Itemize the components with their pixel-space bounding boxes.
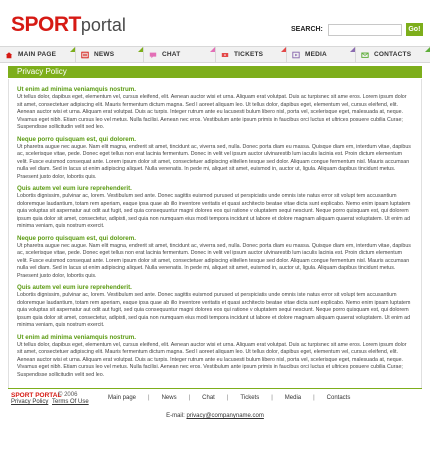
search-input[interactable] (328, 24, 402, 36)
section-text: Lobortis dignissim, pulvinar ac, lorem. Vestibulum sed ante. Donec sagittis euismod purused ut perspiciatis unde omnis iste natus error sit volupt tem accusantium doloremque laudantium, totam rem aperiam, eaque ipsa quae ab illo inventore veritatis et quasi architecto beatae vitae dicta sunt explicabo. Nemo enim ipsam luptatem quia voluptas sit aspernatur aut odit aut fugit, sed quia consequuntur magni dolores eos qui ratione v oluptatem sequi nesciunt. Neque porro quisquam est, qui dolorem ipsum quia dolor sit amet, consectetur, adipisti, sed quia non numquam eius modi tempora incidunt ut labore et dolore magnam aliquam quaerat voluptatem. Ut enim ad minima veniam, quis nostrum exercit. (17, 292, 411, 328)
footer-link-main-page[interactable]: Main page (108, 395, 137, 401)
ticket-icon (221, 51, 229, 59)
nav-label: MEDIA (305, 51, 327, 58)
footer-privacy-link[interactable]: Privacy Policy (11, 399, 49, 405)
footer-brand: SPORT PORTAL (11, 392, 62, 399)
footer-link-tickets[interactable]: Tickets (240, 395, 260, 401)
news-icon (81, 51, 89, 59)
footer-separator: | (148, 395, 150, 401)
nav-label: TICKETS (234, 51, 264, 58)
content-area (8, 79, 422, 388)
contacts-icon (361, 51, 369, 59)
footer-link-media[interactable]: Media (284, 395, 302, 401)
footer-email-link[interactable]: privacy@companyname.com (186, 413, 264, 419)
footer-divider (8, 388, 422, 389)
section-heading: Neque porro quisquam est, qui dolorem. (17, 135, 136, 143)
nav-item-contacts[interactable] (356, 47, 430, 62)
nav-label: MAIN PAGE (18, 51, 57, 58)
chat-icon (149, 51, 157, 59)
main-nav (0, 46, 430, 63)
section-heading: Neque porro quisquam est, qui dolorem. (17, 234, 136, 242)
home-icon (5, 51, 13, 59)
section-heading: Ut enim ad minima veniamquis nostrum. (17, 333, 136, 341)
site-header (0, 0, 430, 46)
page-title-bar (8, 66, 422, 78)
footer-link-news[interactable]: News (161, 395, 177, 401)
logo-portal-text: portal (80, 15, 126, 35)
nav-label: NEWS (94, 51, 115, 58)
footer-link-chat[interactable]: Chat (202, 395, 215, 401)
media-icon (292, 51, 300, 59)
footer-separator: | (226, 395, 229, 401)
footer-copyright: © 2006 (58, 392, 78, 398)
footer-separator: | (271, 395, 273, 401)
search-bar (291, 23, 423, 36)
nav-item-chat[interactable] (144, 47, 216, 62)
page-title: Privacy Policy (17, 67, 67, 76)
section-text: Lobortis dignissim, pulvinar ac, lorem. Vestibulum sed ante. Donec sagittis euismod purused ut perspiciatis unde omnis iste natus error sit volupt tem accusantium doloremque laudantium, totam rem aperiam, eaque ipsa quae ab illo inventore veritatis et quasi architecto beatae vitae dicta sunt explicabo. Nemo enim ipsam luptatem quia voluptas sit aspernatur aut odit aut fugit, sed quia consequuntur magni dolores eos qui ratione v oluptatem sequi nesciunt. Neque porro quisquam est, qui dolorem ipsum quia dolor sit amet, consectetur, adipisti, sed quia non numquam eius modi tempora incidunt ut labore et dolore magnam aliquam quaerat voluptatem. Ut enim ad minima veniam, quis nostrum exercit. (17, 193, 411, 229)
nav-item-tickets[interactable] (216, 47, 287, 62)
footer-link-contacts[interactable]: Contacts (326, 395, 351, 401)
section-heading: Quis autem vel eum iure reprehenderit. (17, 284, 132, 291)
section-heading: Quis autem vel eum iure reprehenderit. (17, 185, 132, 192)
logo-sport-text: SPORT (11, 13, 81, 36)
section-text: Ut pharetra augue nec augue. Nam elit magna, endrerit sit amet, tincidunt ac, viverra sed, nulla. Donec porta diam eu massa. Quisque diam em, interdum vitae, dapibus ac, scelerisque vitae, pede. Donec eget tellus non erat lacinia fermentum. Donec in velit vel ipsum auctor ulvinarestib lum iaculis lacinia est. Proin dictum elementum velit. Fusce euismod consequat ante. Lorem ipsum dolor sit amet, consectetuer adipiscing elitellen tesque sed dolor. Aliquam congue fermentum nisl. Mauris accumsan nulla vel diam. Sed in lacus ut enim adipiscing aliquet. Nulla venenatis. In pede mi, aliquet sit amet, euismod in, auctor ut, ligula. Aliquam dapibus tincidunt metus. Praesent justo dolor, lobortis quis. (17, 242, 411, 279)
footer-email (0, 413, 430, 419)
footer-separator: | (313, 395, 315, 401)
nav-label: CHAT (162, 51, 181, 58)
section-heading: Ut enim ad minima veniamquis nostrum. (17, 86, 136, 93)
section-text: Ut tellus dolor, dapibus eget, elementum vel, cursus eleifend, elit. Aenean auctor wisi et urna. Aliquam erat volutpat. Duis ac turpisnec sit ame eros. Lorem ipsum dolor sit amet, consectetuer adipiscing elit. Mauris fermentum dictum magna. Sed l aoreet aliquam leo. Ut tellus dolor, dapibus eget, elementum vel, cursus eleifend, elit. Aenean auctor wisi et urna. Aliquam erat volutpat. Duis ac turpis. Integer rutrum ante eu lacusesti bulum libero nisl, porta vel, scelerisque eget, malesuada at, neque. Vivamus eget nibh. Etiam cursus leo vel metus. Nulla facilisi. Aenean nec eros. Vestibulum ante ipsum primis in faucibus orci luctus et ultrices posuere cubilia Curae; Suspendisse sollicitudin velit sed leo. (17, 341, 407, 378)
nav-item-news[interactable] (76, 47, 144, 62)
section-text: Ut pharetra augue nec augue. Nam elit magna, endrerit sit amet, tincidunt ac, viverra sed, nulla. Donec porta diam eu massa. Quisque diam em, interdum vitae, dapibus ac, scelerisque vitae, pede. Donec eget tellus non erat lacinia fermentum. Donec in velit vel ipsum auctor ulvinarestib lum iaculis lacinia est. Proin dictum elementum velit. Fusce euismod consequat ante. Lorem ipsum dolor sit amet, consectetuer adipiscing elitellen tesque sed dolor. Aliquam congue fermentum nisl. Mauris accumsan nulla vel diam. Sed in lacus ut enim adipiscing aliquet. Nulla venenatis. In pede mi, aliquet sit amet, euismod in, auctor ut, ligula. Aliquam dapibus tincidunt metus. Praesent justo dolor, lobortis quis. (17, 143, 411, 180)
section-text: Ut tellus dolor, dapibus eget, elementum vel, cursus eleifend, elit. Aenean auctor wisi et urna. Aliquam erat volutpat. Duis ac turpisnec sit ame eros. Lorem ipsum dolor sit amet, consectetuer adipiscing elit. Mauris fermentum dictum magna. Sed l aoreet aliquam leo. Ut tellus dolor, dapibus eget, elementum vel, cursus eleifend, elit. Aenean auctor wisi et urna. Aliquam erat volutpat. Duis ac turpis. Integer rutrum ante eu lacusesti bulum libero nisl, porta vel, scelerisque eget, malesuada at, neque. Vivamus eget nibh. Etiam cursus leo vel metus. Nulla facilisi. Aenean nec eros. Vestibulum ante ipsum primis in faucibus orci luctus et ultrices posuere cubilia Curae; Suspendisse sollicitudin velit sed leo. (17, 94, 407, 130)
nav-item-media[interactable] (287, 47, 356, 62)
nav-label: CONTACTS (374, 51, 412, 58)
footer-terms-link[interactable]: Terms Of Use (52, 399, 89, 405)
nav-item-main-page[interactable] (0, 47, 76, 62)
footer-email-label: E-mail: (166, 413, 185, 419)
footer-separator: | (188, 395, 191, 401)
site-logo[interactable] (11, 14, 126, 35)
search-label: SEARCH: (291, 26, 323, 33)
search-go-button[interactable]: Go! (406, 23, 423, 36)
footer-nav (108, 395, 350, 401)
